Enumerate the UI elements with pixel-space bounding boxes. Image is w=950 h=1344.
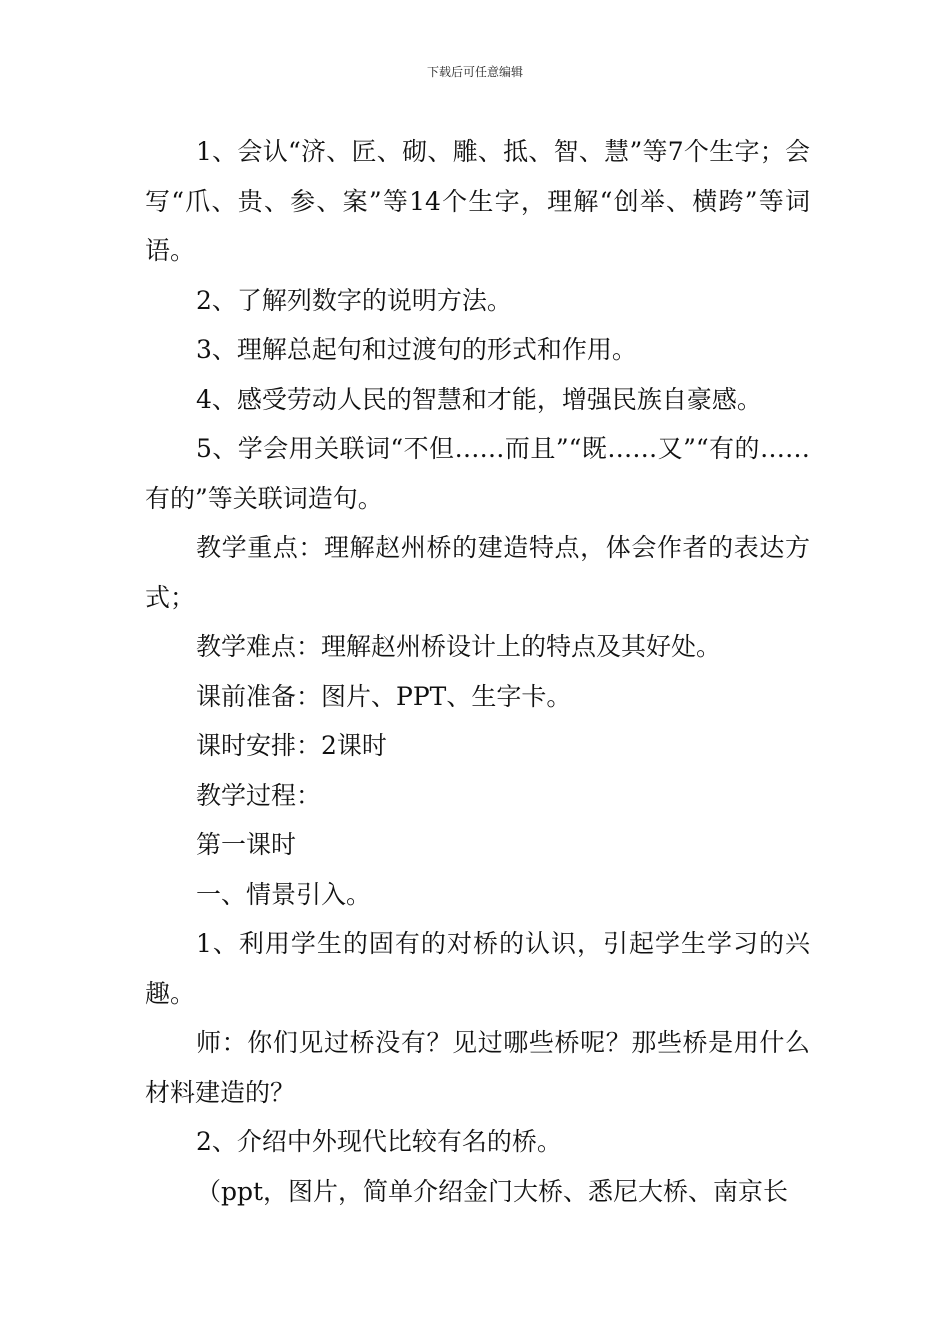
class-preparation: 课前准备：图片、PPT、生字卡。: [196, 681, 572, 711]
teaching-process-heading: 教学过程：: [196, 780, 322, 810]
section-1-heading: 一、情景引入。: [196, 879, 372, 909]
step-1: 1、利用学生的固有的对桥的认识，引起学生学习的兴趣。: [145, 929, 810, 1008]
class-schedule: 课时安排：2课时: [196, 731, 387, 760]
document-body: [145, 127, 810, 1216]
objective-4: 4、感受劳动人民的智慧和才能，增强民族自豪感。: [196, 384, 762, 414]
objective-1: 1、会认“济、匠、砌、雕、抵、智、慧”等7个生字；会写“爪、贵、参、案”等14个生字，理解“创举、横跨”等词语。: [145, 137, 810, 265]
teaching-focus: 教学重点：理解赵州桥的建造特点，体会作者的表达方式；: [145, 533, 810, 612]
objective-5: 5、学会用关联词“不但……而且”“既……又”“有的……有的”等关联词造句。: [145, 434, 810, 513]
objective-2: 2、了解列数字的说明方法。: [196, 285, 512, 315]
step-2-note: （ppt，图片，简单介绍金门大桥、悉尼大桥、南京长: [196, 1176, 789, 1206]
teacher-question: 师：你们见过桥没有？见过哪些桥呢？那些桥是用什么材料建造的？: [145, 1028, 810, 1107]
teaching-difficulty: 教学难点：理解赵州桥设计上的特点及其好处。: [196, 632, 722, 661]
page-header: 下载后可任意编辑: [426, 65, 523, 79]
first-lesson-heading: 第一课时: [196, 830, 297, 859]
step-2: 2、介绍中外现代比较有名的桥。: [196, 1127, 562, 1156]
objective-3: 3、理解总起句和过渡句的形式和作用。: [196, 335, 637, 364]
